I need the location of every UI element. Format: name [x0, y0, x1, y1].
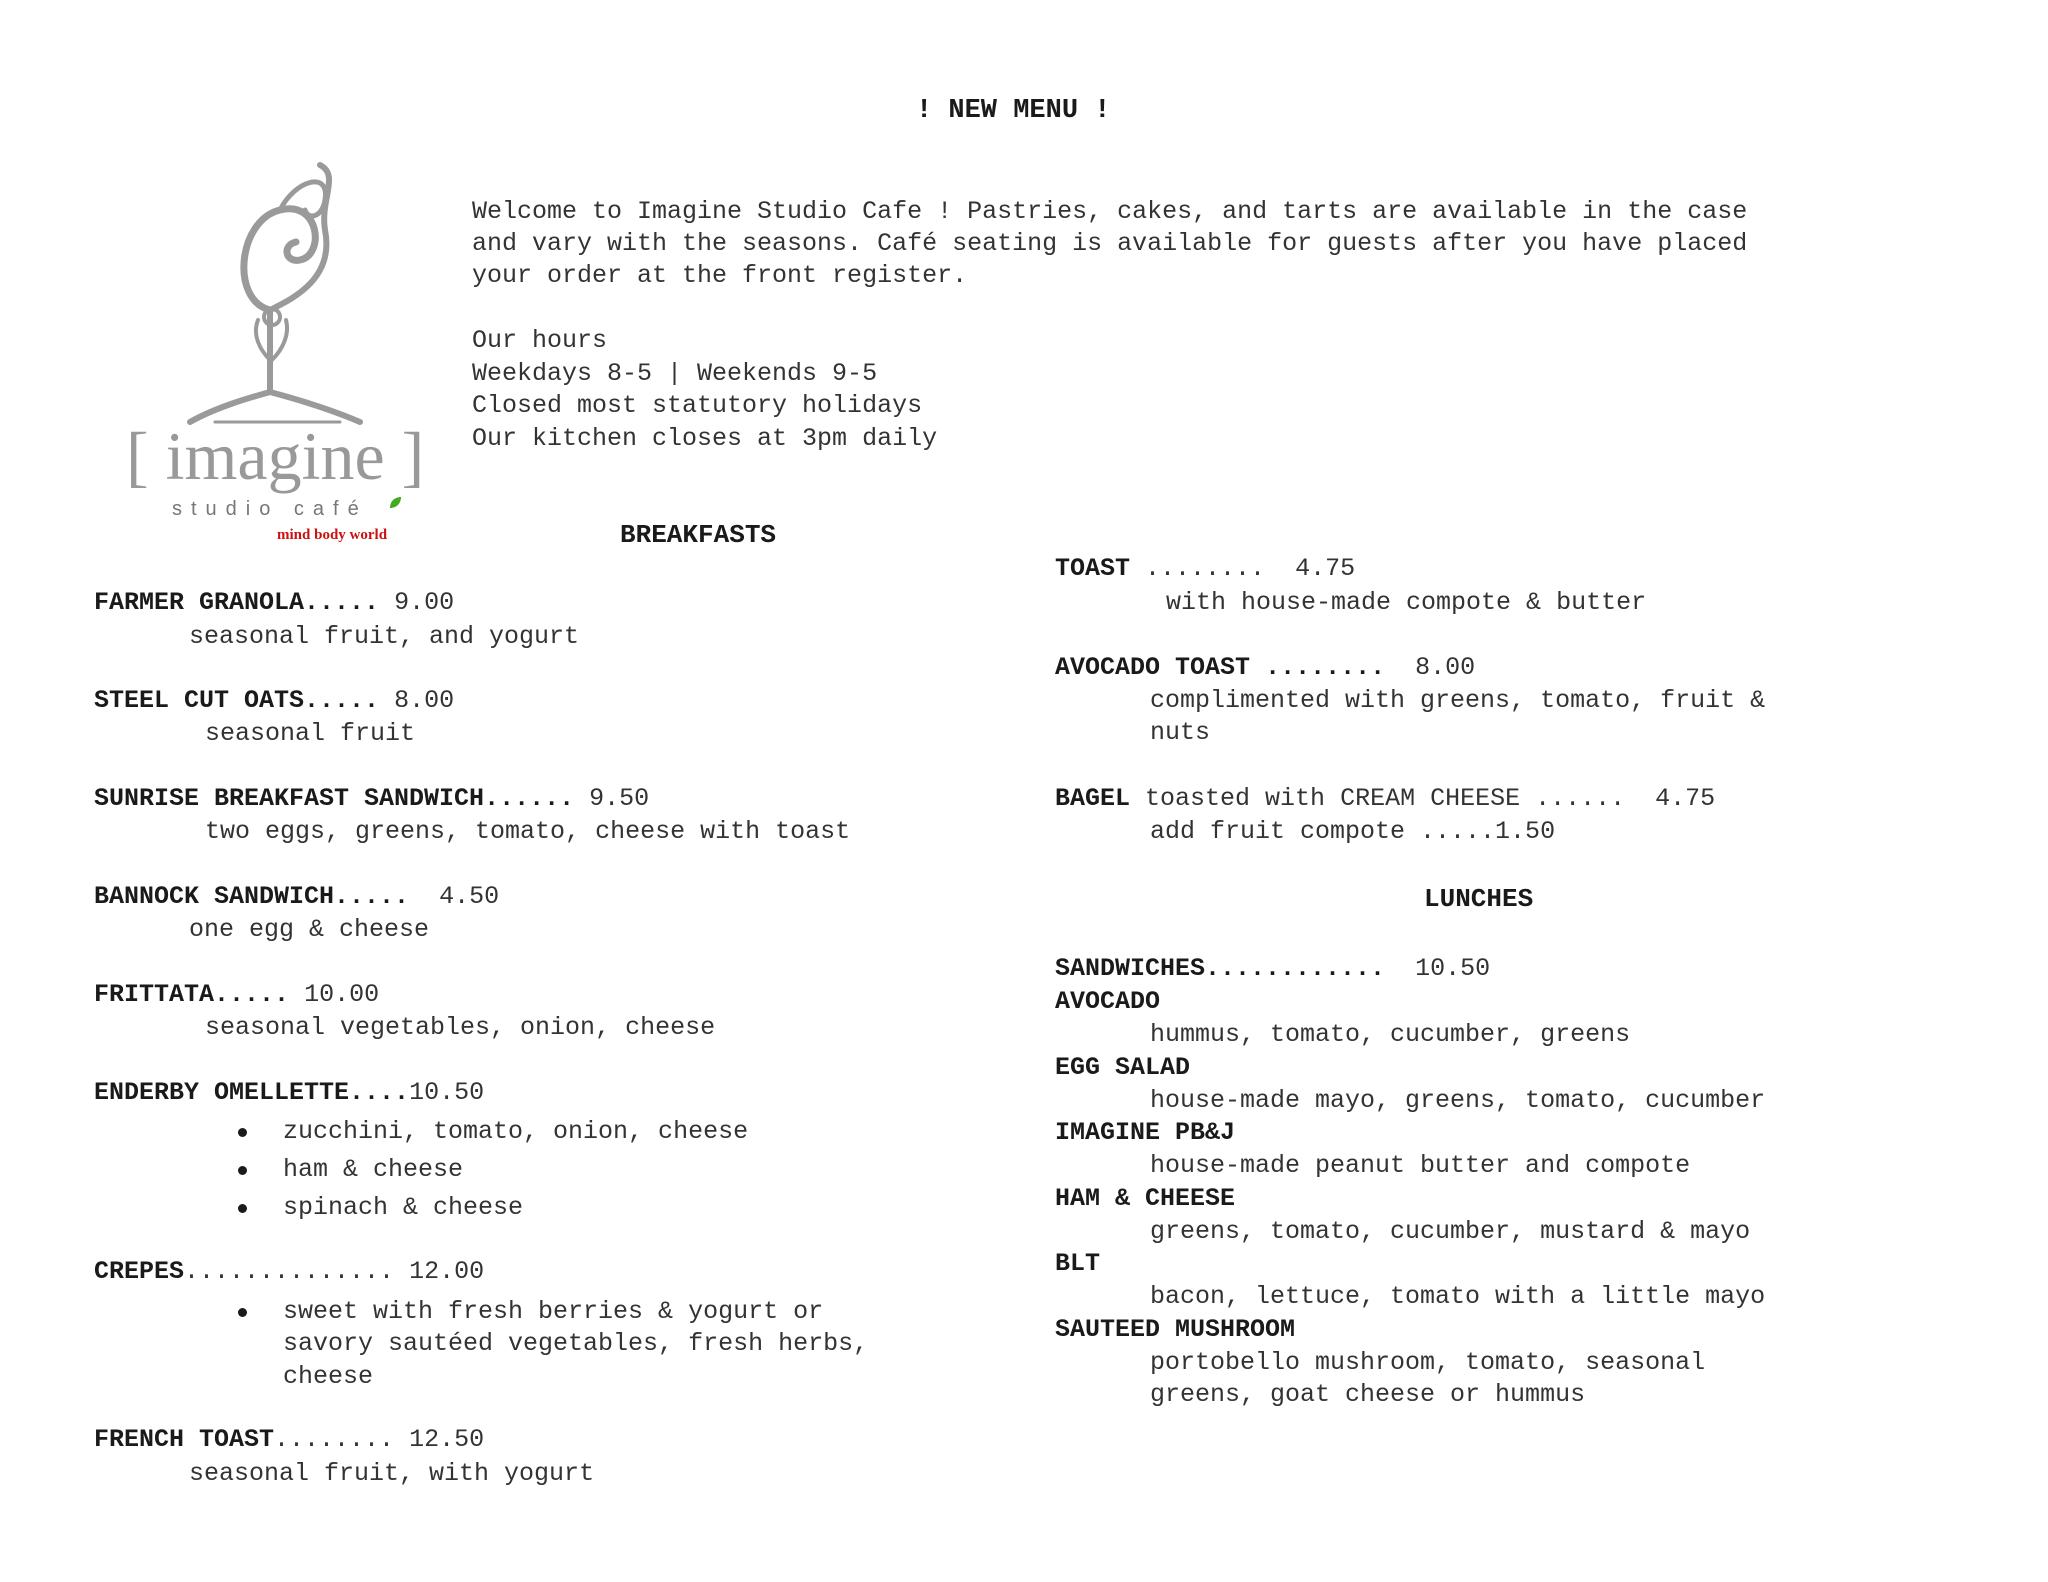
- sandwich-name-pbj: IMAGINE PB&J: [1055, 1118, 1236, 1147]
- welcome-line-1: Welcome to Imagine Studio Cafe ! Pastries, cakes, and tarts are available in the case: [472, 197, 1748, 226]
- sandwich-name-avocado: AVOCADO: [1055, 987, 1161, 1016]
- item-price: 4.75: [1655, 784, 1716, 813]
- sandwich-name-egg-salad: EGG SALAD: [1055, 1053, 1191, 1082]
- sandwich-name-ham-cheese: HAM & CHEESE: [1055, 1184, 1236, 1213]
- item-price: 4.50: [439, 882, 500, 911]
- item-price: 12.50: [409, 1425, 485, 1454]
- breakfasts-heading: BREAKFASTS: [620, 520, 777, 550]
- item-price: 10.00: [304, 980, 380, 1009]
- sandwich-desc-ham-cheese: greens, tomato, cucumber, mustard & mayo: [1150, 1217, 1751, 1246]
- menu-item-bannock-sandwich: [94, 881, 499, 913]
- item-name: ENDERBY OMELLETTE: [94, 1078, 350, 1107]
- bullet: [238, 1128, 247, 1137]
- menu-item-toast: [1055, 553, 1355, 585]
- sandwich-desc-blt: bacon, lettuce, tomato with a little mayo: [1150, 1282, 1766, 1311]
- crepes-option-line-1: sweet with fresh berries & yogurt or: [283, 1297, 824, 1326]
- omelette-option-3: spinach & cheese: [283, 1193, 524, 1222]
- item-dots: ..............: [184, 1257, 395, 1286]
- sandwich-desc-pbj: house-made peanut butter and compote: [1150, 1151, 1691, 1180]
- item-dots: ........: [274, 1425, 395, 1454]
- menu-item-french-toast: [94, 1424, 484, 1456]
- item-price: 12.00: [409, 1257, 485, 1286]
- item-description: one egg & cheese: [189, 915, 430, 944]
- item-price: 9.00: [394, 588, 455, 617]
- item-description: seasonal vegetables, onion, cheese: [205, 1013, 716, 1042]
- item-name: SUNRISE BREAKFAST SANDWICH: [94, 784, 485, 813]
- menu-item-sandwiches: [1055, 953, 1490, 985]
- logo: [120, 160, 465, 550]
- item-name: SANDWICHES: [1055, 954, 1206, 983]
- bagel-addon: add fruit compote .....1.50: [1150, 817, 1556, 846]
- bullet: [238, 1204, 247, 1213]
- hours-weekdays: Weekdays 8-5 | Weekends 9-5: [472, 359, 878, 388]
- crepes-option-line-2: savory sautéed vegetables, fresh herbs,: [283, 1329, 869, 1358]
- menu-item-farmer-granola: [94, 587, 454, 619]
- item-name: AVOCADO TOAST: [1055, 653, 1251, 682]
- item-name: CREPES: [94, 1257, 185, 1286]
- item-dots: ........: [1265, 653, 1386, 682]
- menu-item-crepes: [94, 1256, 484, 1288]
- item-name: TOAST: [1055, 554, 1131, 583]
- item-dots: ........: [1145, 554, 1266, 583]
- item-name: FRENCH TOAST: [94, 1425, 275, 1454]
- item-name: BAGEL: [1055, 784, 1131, 813]
- item-description: seasonal fruit: [205, 719, 416, 748]
- item-dots: .....: [334, 882, 410, 911]
- page-title: ! NEW MENU !: [916, 96, 1111, 126]
- bullet: [238, 1308, 247, 1317]
- item-name: STEEL CUT OATS: [94, 686, 305, 715]
- hours-holidays: Closed most statutory holidays: [472, 391, 923, 420]
- item-description-line-2: nuts: [1150, 718, 1211, 747]
- item-description: seasonal fruit, and yogurt: [189, 622, 580, 651]
- menu-item-sunrise-sandwich: [94, 783, 649, 815]
- sandwich-name-blt: BLT: [1055, 1249, 1101, 1278]
- item-dots: .....: [304, 588, 380, 617]
- item-dots: ......: [484, 784, 575, 813]
- bullet: [238, 1166, 247, 1175]
- crepes-option-line-3: cheese: [283, 1362, 374, 1391]
- menu-item-bagel: [1055, 783, 1715, 815]
- item-price: 10.50: [409, 1078, 485, 1107]
- item-price: 4.75: [1295, 554, 1356, 583]
- leaf-icon: [388, 496, 402, 510]
- hours-kitchen: Our kitchen closes at 3pm daily: [472, 424, 938, 453]
- item-price: 10.50: [1415, 954, 1491, 983]
- hours-heading: Our hours: [472, 326, 608, 355]
- sandwich-desc-egg-salad: house-made mayo, greens, tomato, cucumber: [1150, 1086, 1766, 1115]
- menu-item-enderby-omelette: [94, 1077, 484, 1109]
- logo-figure-icon: [120, 160, 465, 430]
- item-price: 8.00: [394, 686, 455, 715]
- sandwich-desc-avocado: hummus, tomato, cucumber, greens: [1150, 1020, 1631, 1049]
- menu-item-frittata: [94, 979, 379, 1011]
- welcome-line-2: and vary with the seasons. Café seating is available for guests after you have placed: [472, 229, 1748, 258]
- item-description: seasonal fruit, with yogurt: [189, 1459, 595, 1488]
- menu-item-steel-cut-oats: [94, 685, 454, 717]
- sandwich-desc-mushroom-line-2: greens, goat cheese or hummus: [1150, 1380, 1586, 1409]
- logo-subtitle: studio café: [172, 498, 368, 520]
- item-dots: ....: [349, 1078, 410, 1107]
- item-dots: .....: [304, 686, 380, 715]
- item-name: BANNOCK SANDWICH: [94, 882, 335, 911]
- omelette-option-2: ham & cheese: [283, 1155, 464, 1184]
- item-dots: ............: [1205, 954, 1386, 983]
- item-description-line-1: complimented with greens, tomato, fruit &: [1150, 686, 1766, 715]
- item-name: FRITTATA: [94, 980, 215, 1009]
- menu-item-avocado-toast: [1055, 652, 1475, 684]
- lunches-heading: LUNCHES: [1424, 884, 1534, 914]
- item-description: two eggs, greens, tomato, cheese with toast: [205, 817, 851, 846]
- item-description: with house-made compote & butter: [1166, 588, 1647, 617]
- item-price: 8.00: [1415, 653, 1476, 682]
- omelette-option-1: zucchini, tomato, onion, cheese: [283, 1117, 749, 1146]
- item-rest: toasted with CREAM CHEESE ......: [1145, 784, 1626, 813]
- logo-tagline: mind body world: [277, 527, 388, 543]
- item-dots: .....: [214, 980, 290, 1009]
- sandwich-name-mushroom: SAUTEED MUSHROOM: [1055, 1315, 1296, 1344]
- item-price: 9.50: [589, 784, 650, 813]
- logo-brand: [ imagine ]: [126, 418, 425, 494]
- item-name: FARMER GRANOLA: [94, 588, 305, 617]
- sandwich-desc-mushroom-line-1: portobello mushroom, tomato, seasonal: [1150, 1348, 1706, 1377]
- welcome-line-3: your order at the front register.: [472, 261, 968, 290]
